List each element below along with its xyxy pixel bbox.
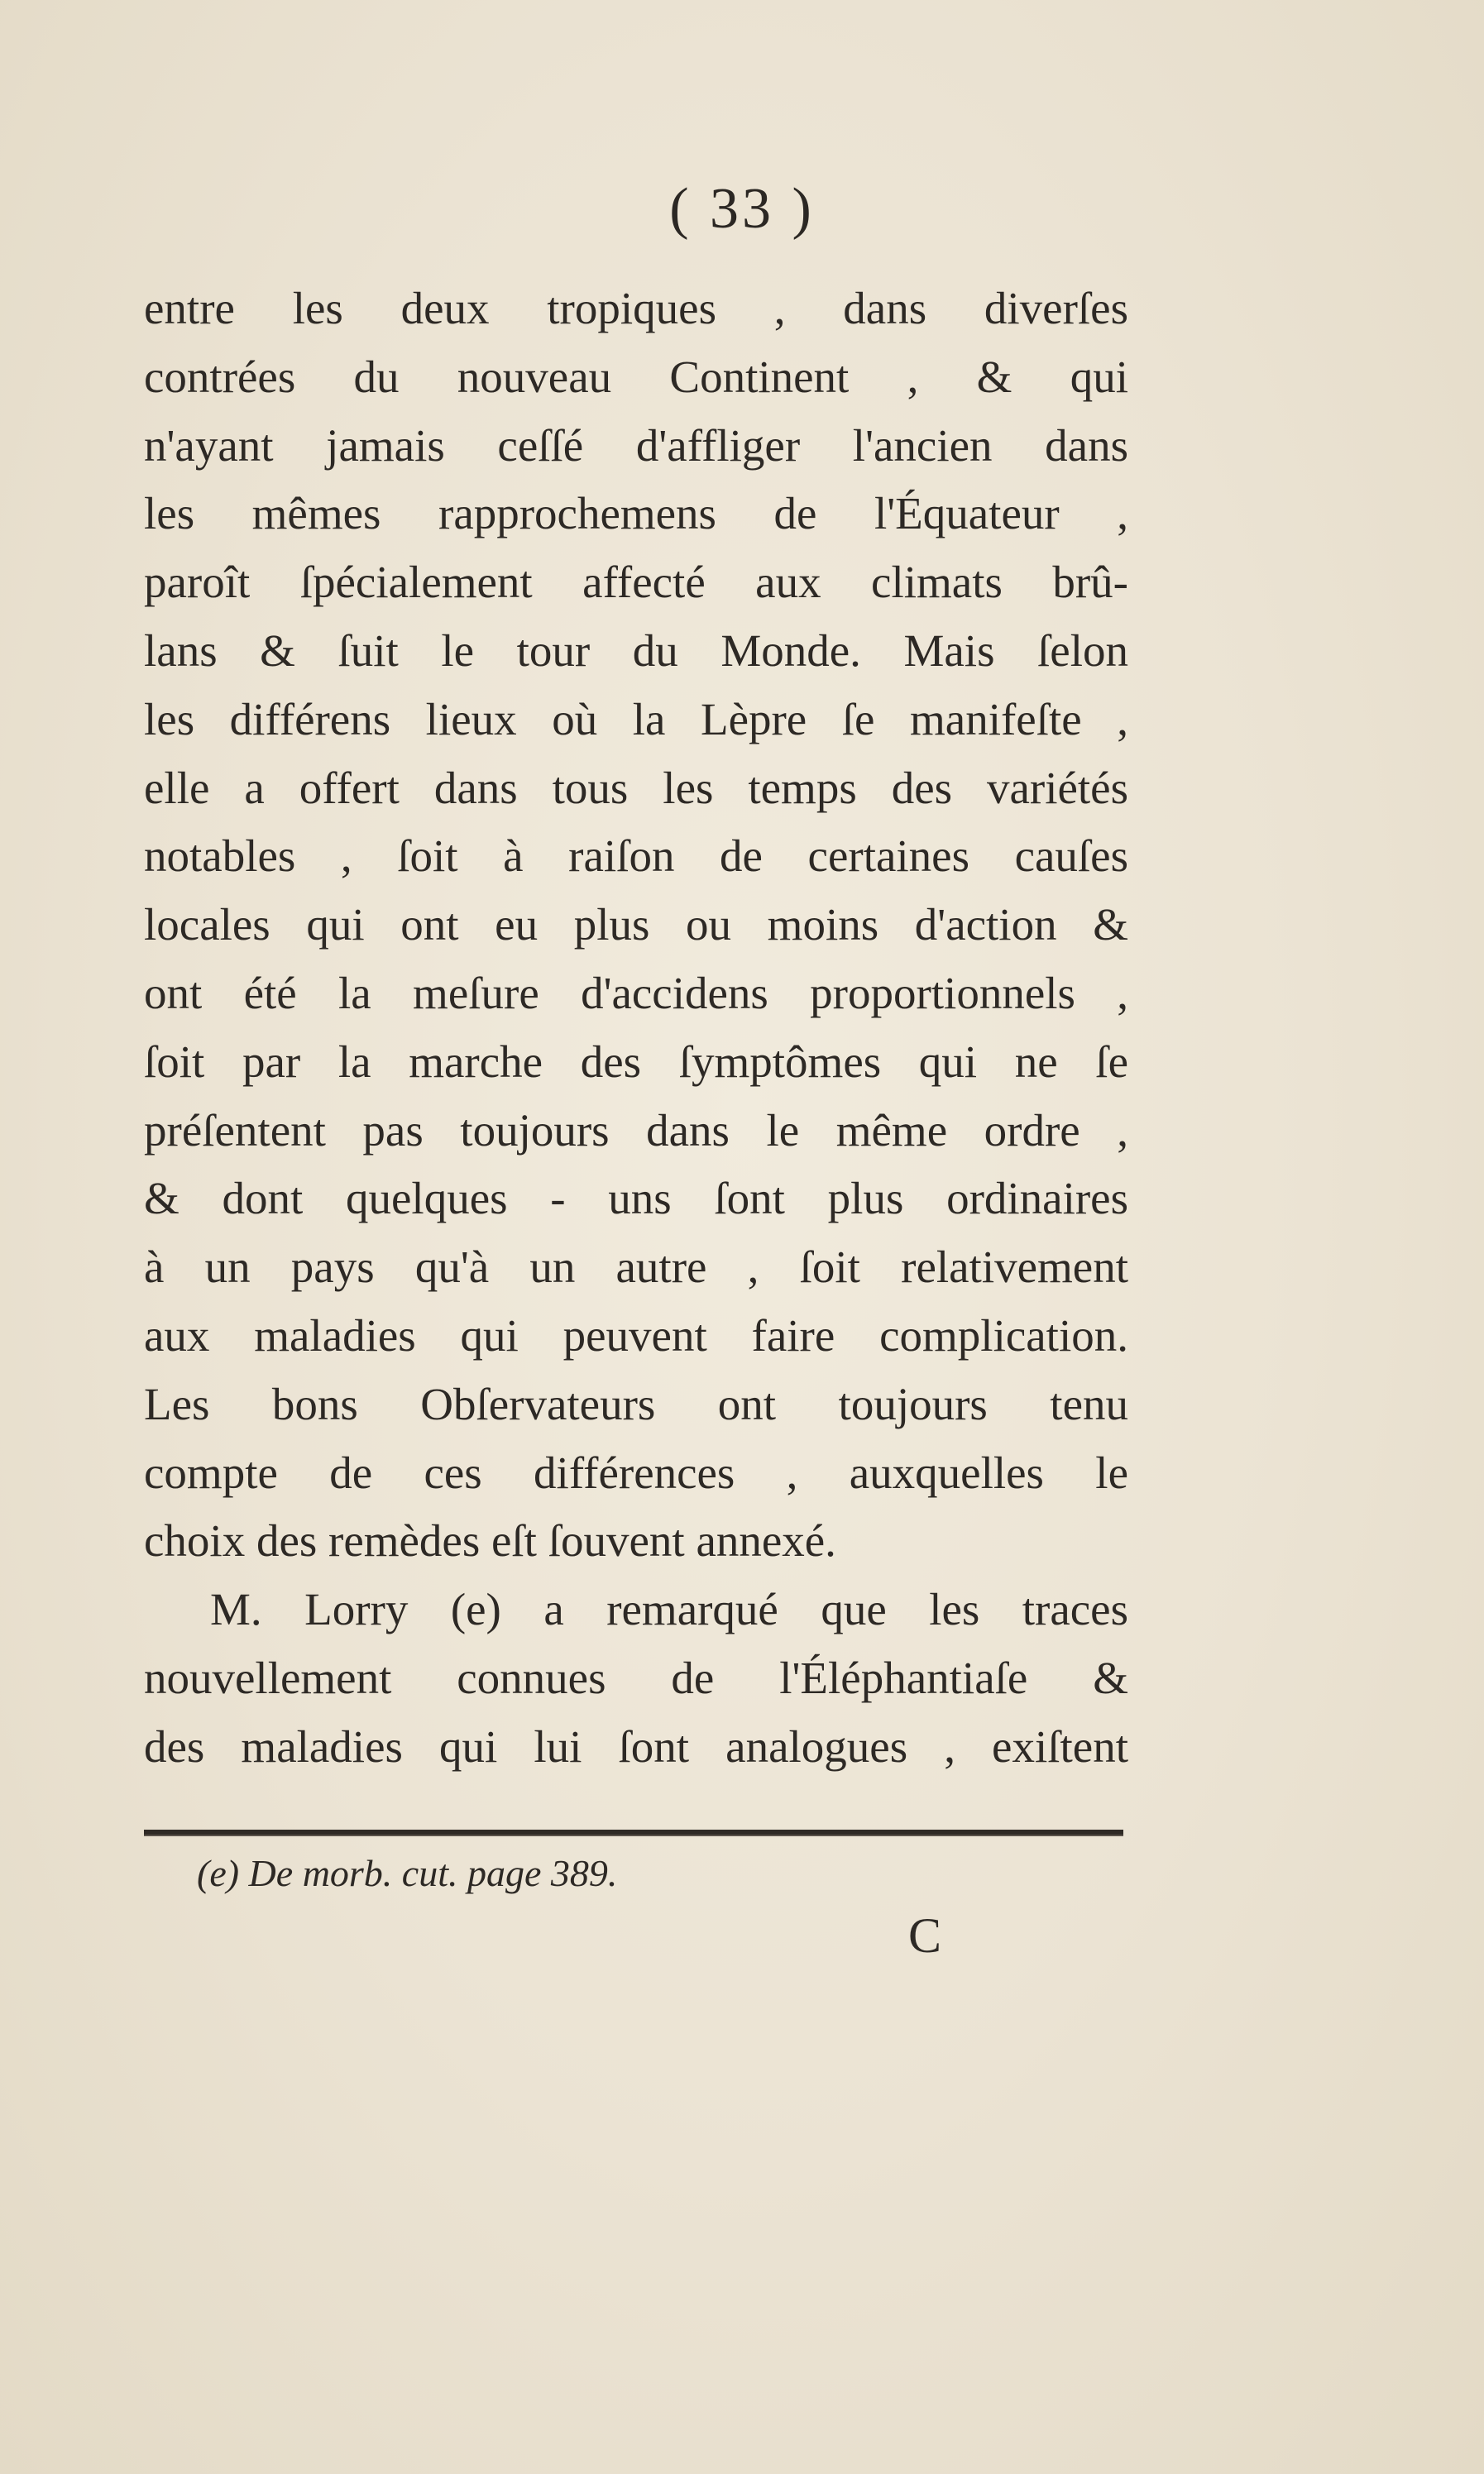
text-line: les mêmes rapprochemens de l'Équateur ,: [144, 488, 1128, 539]
text-line: entre les deux tropiques , dans diverſes: [144, 283, 1128, 333]
text-line: des maladies qui lui ſont analogues , exiſtent: [144, 1720, 1128, 1772]
text-line: compte de ces différences , auxquelles le: [144, 1447, 1128, 1498]
text-line: aux maladies qui peuvent faire complication.: [144, 1309, 1128, 1361]
body-text: [144, 275, 1128, 1782]
text-line: contrées du nouveau Continent , & qui: [144, 351, 1128, 402]
text-line: préſentent pas toujours dans le même ordre ,: [144, 1104, 1128, 1156]
text-line: nouvellement connues de l'Éléphantiaſe &: [144, 1652, 1128, 1703]
page-number: ( 33 ): [669, 177, 815, 241]
text-line: lans & ſuit le tour du Monde. Mais ſelon: [144, 624, 1128, 676]
text-line: Les bons Obſervateurs ont toujours tenu: [144, 1378, 1128, 1429]
text-line: notables , ſoit à raiſon de certaines cauſes: [144, 830, 1128, 882]
text-line: locales qui ont eu plus ou moins d'action &: [144, 899, 1128, 950]
text-line: elle a offert dans tous les temps des variétés: [144, 762, 1128, 813]
text-line: & dont quelques - uns ſont plus ordinaires: [144, 1173, 1128, 1224]
text-line: choix des remèdes eſt ſouvent annexé.: [144, 1515, 836, 1567]
text-line: ont été la meſure d'accidens proportionnels ,: [144, 967, 1128, 1018]
footnote: (e) De morb. cut. page 389.: [197, 1852, 618, 1894]
text-line: M. Lorry (e) a remarqué que les traces: [210, 1584, 1128, 1635]
footnote-rule: [144, 1830, 1123, 1836]
text-line: les différens lieux où la Lèpre ſe manifeſte ,: [144, 693, 1128, 744]
text-line: ſoit par la marche des ſymptômes qui ne ſe: [144, 1036, 1128, 1087]
text-line: à un pays qu'à un autre , ſoit relativement: [144, 1242, 1128, 1293]
signature-mark: C: [908, 1908, 942, 1963]
text-line: paroît ſpécialement affecté aux climats brû-: [144, 557, 1128, 608]
text-line: n'ayant jamais ceſſé d'affliger l'ancien dans: [144, 419, 1128, 471]
